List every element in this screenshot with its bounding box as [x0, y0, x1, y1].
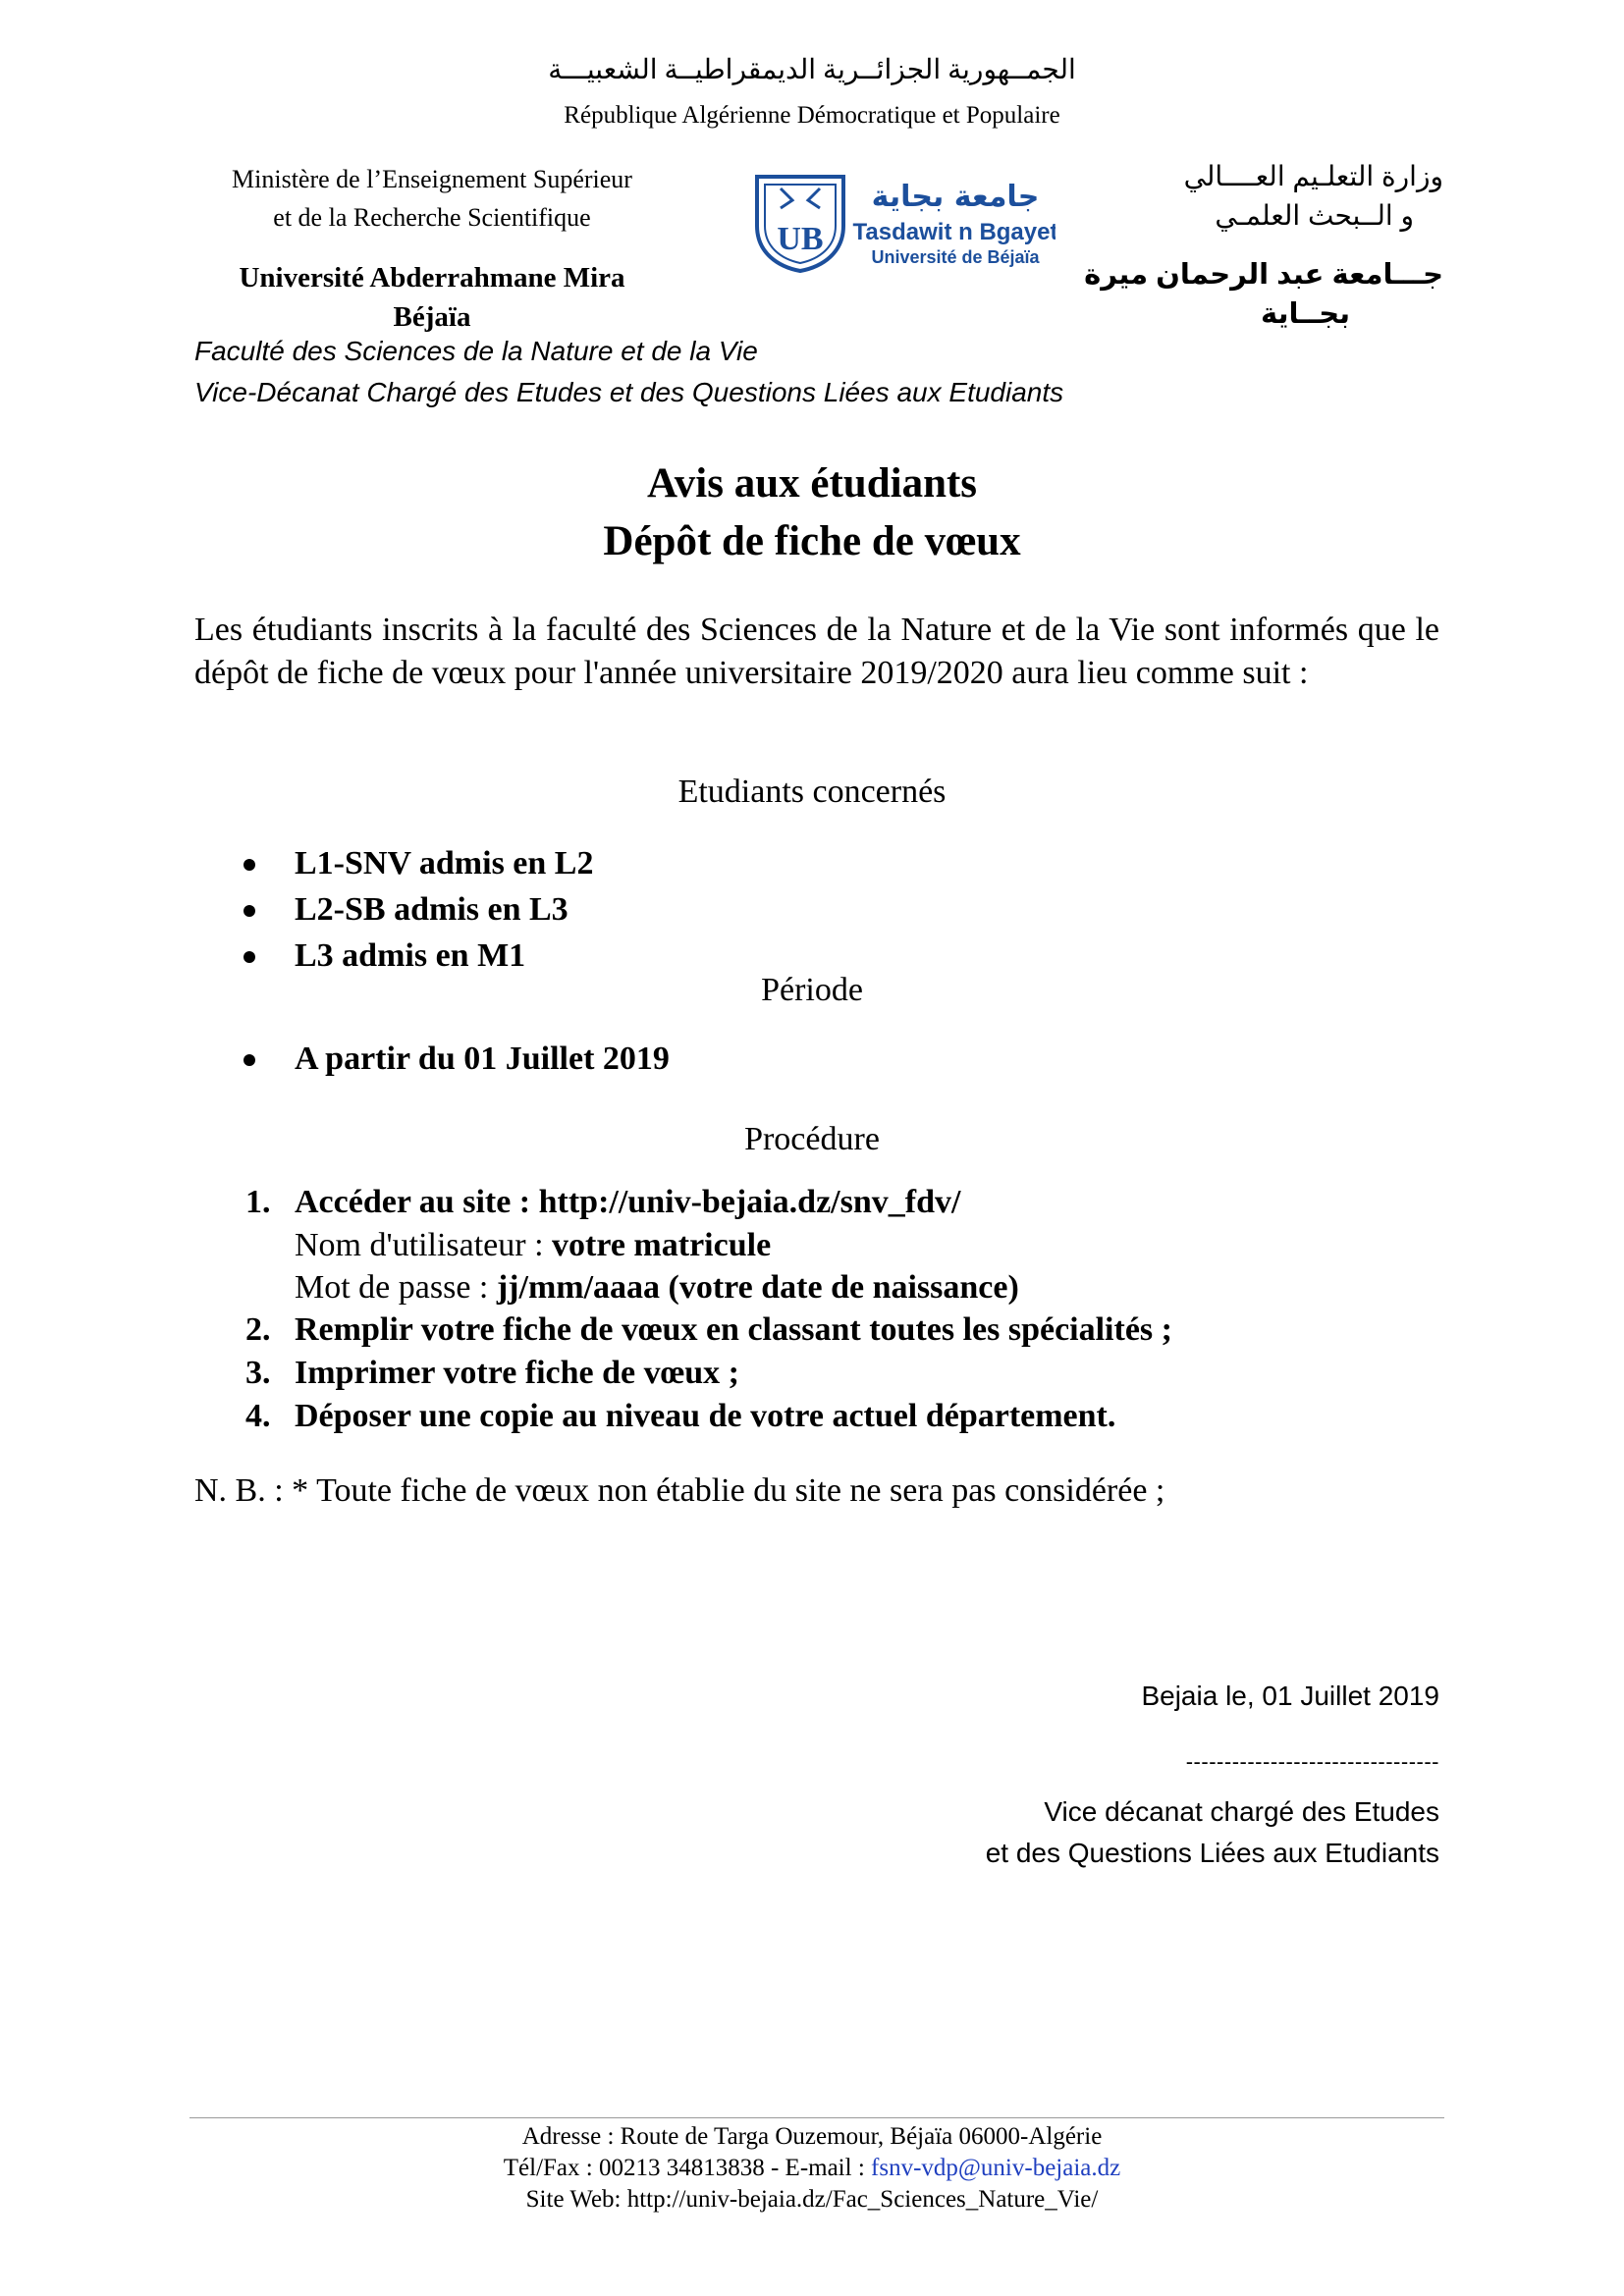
bullet-icon	[244, 1054, 255, 1066]
footer-contact: Tél/Fax : 00213 34813838 - E-mail : fsnv-vdp@univ-bejaia.dz	[503, 2155, 1121, 2181]
emblem-letters: UB	[777, 221, 824, 257]
nota-bene: N. B. : * Toute fiche de vœux non établie du site ne sera pas considérée ;	[194, 1472, 1165, 1509]
faculty-name: Faculté des Sciences de la Nature et de la Vie	[194, 336, 758, 366]
logo-arabic-name: جامعة بجاية	[871, 180, 1040, 214]
notice-title: Avis aux étudiants	[646, 460, 978, 507]
ministry-arabic	[1060, 157, 1443, 236]
site-link[interactable]: Accéder au site : http://univ-bejaia.dz/snv_fdv/	[295, 1184, 961, 1220]
logo-line-2: Université de Béjaïa	[871, 247, 1040, 267]
bullet-icon	[244, 951, 255, 963]
ministry-arabic-line-2: و الــبحث العلمـي	[1215, 200, 1414, 231]
signatory-line-2: et des Questions Liées aux Etudiants	[985, 1838, 1439, 1868]
bullet-icon	[244, 905, 255, 917]
intro-paragraph: Les étudiants inscrits à la faculté des Sciences de la Nature et de la Vie sont informés que le dépôt de fiche de vœux pour l'année universitaire 2019/2020 aura lieu comme suit :	[194, 612, 1439, 691]
ministry-french-line-1: Ministère de l’Enseignement Supérieur	[232, 165, 632, 193]
university-french-line-2: Béjaïa	[393, 301, 471, 333]
notice-subtitle: Dépôt de fiche de vœux	[603, 518, 1021, 564]
university-emblem-icon	[751, 173, 1056, 273]
signature-date: Bejaia le, 01 Juillet 2019	[1141, 1681, 1439, 1711]
email-link[interactable]: fsnv-vdp@univ-bejaia.dz	[871, 2155, 1121, 2181]
concerned-heading: Etudiants concernés	[677, 774, 947, 810]
ministry-arabic-line-1: وزارة التعلـيم العــــالي	[1183, 161, 1443, 191]
vice-dean-office: Vice-Décanat Chargé des Etudes et des Questions Liées aux Etudiants	[194, 377, 1064, 407]
password-instruction: Mot de passe : jj/mm/aaaa (votre date de naissance)	[295, 1269, 1019, 1306]
university-arabic-line-2: بجــاية	[1261, 298, 1350, 330]
period-heading: Période	[761, 972, 863, 1008]
username-instruction: Nom d'utilisateur : votre matricule	[295, 1227, 772, 1263]
ministry-french	[191, 160, 673, 237]
procedure-heading: Procédure	[744, 1121, 880, 1157]
university-logo	[751, 173, 1056, 273]
signature-line: ---------------------------------	[1185, 1749, 1439, 1774]
ministry-french-line-2: et de la Recherche Scientifique	[273, 203, 591, 232]
footer-address: Adresse : Route de Targa Ouzemour, Béjaïa 06000-Algérie	[521, 2123, 1103, 2150]
bullet-icon	[244, 859, 255, 871]
footer-divider	[189, 2117, 1444, 2118]
signatory-line-1: Vice décanat chargé des Etudes	[1044, 1796, 1439, 1827]
university-arabic-line-1: جـــامعة عبد الرحمان ميرة	[1084, 259, 1443, 291]
logo-line-1: Tasdawit n Bgayet	[852, 219, 1056, 245]
university-french	[191, 258, 673, 337]
university-french-line-1: Université Abderrahmane Mira	[239, 262, 625, 294]
university-arabic	[1060, 255, 1443, 334]
republic-french: République Algérienne Démocratique et Populaire	[564, 102, 1060, 129]
republic-arabic: الجمــهورية الجزائــرية الديمقراطيــة الشعبيـــة	[548, 55, 1076, 85]
footer-website[interactable]: Site Web: http://univ-bejaia.dz/Fac_Sciences_Nature_Vie/	[525, 2186, 1099, 2213]
